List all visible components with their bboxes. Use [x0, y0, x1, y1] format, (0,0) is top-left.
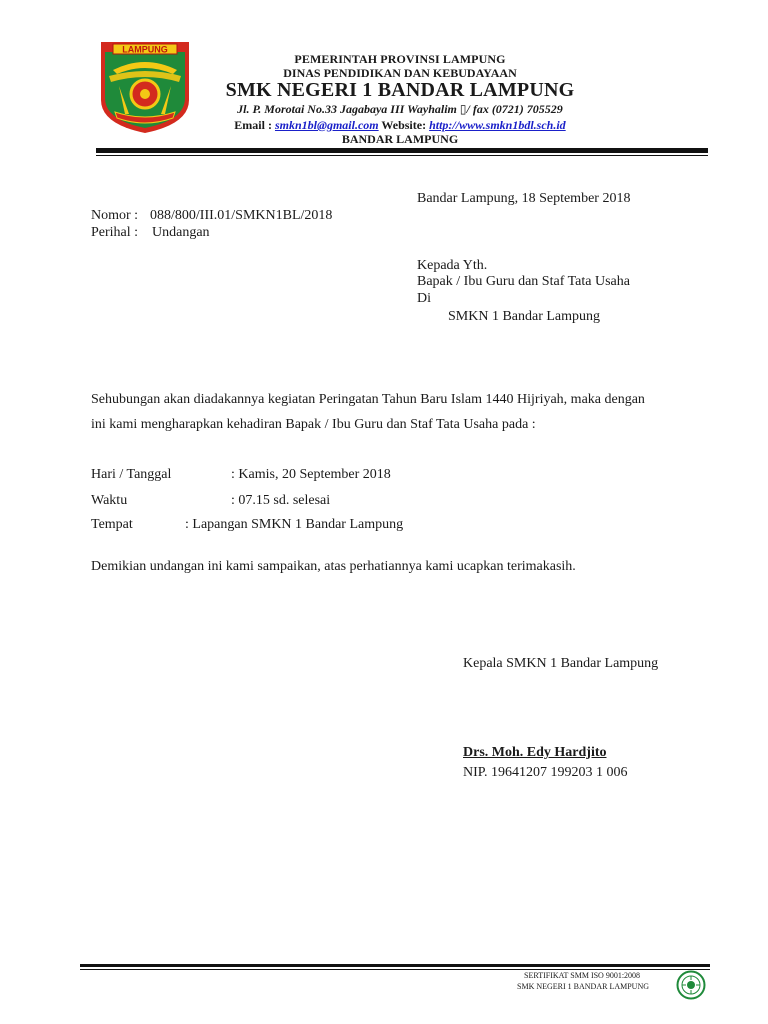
- header-rule-thin: [96, 155, 708, 156]
- hari-label: Hari / Tanggal: [91, 467, 172, 482]
- kepada-yth: Kepada Yth.: [417, 258, 488, 273]
- waktu-label: Waktu: [91, 493, 128, 508]
- email-label: Email :: [234, 118, 275, 132]
- header-contact: [190, 118, 610, 133]
- recipient: Bapak / Ibu Guru dan Staf Tata Usaha: [417, 274, 630, 289]
- footer-rule-thin: [80, 969, 710, 970]
- header-rule-thick: [96, 148, 708, 153]
- footer-certificate: SERTIFIKAT SMM ISO 9001:2008: [524, 971, 641, 980]
- signer-nip: NIP. 19641207 199203 1 006: [463, 765, 628, 780]
- tempat-value: : Lapangan SMKN 1 Bandar Lampung: [185, 517, 404, 532]
- closing-sentence: Demikian undangan ini kami sampaikan, atas perhatiannya kami ucapkan terimakasih.: [91, 559, 576, 574]
- signer-title: Kepala SMKN 1 Bandar Lampung: [463, 656, 659, 671]
- place-date: Bandar Lampung, 18 September 2018: [417, 191, 631, 206]
- header-school-name: SMK NEGERI 1 BANDAR LAMPUNG: [225, 79, 575, 101]
- email-link[interactable]: smkn1bl@gmail.com: [274, 118, 379, 132]
- paragraph-line-2: ini kami mengharapkan kehadiran Bapak / Ibu Guru dan Staf Tata Usaha pada :: [91, 417, 536, 432]
- address-text: Jl. P. Morotai No.33 Jagabaya III Wayhalim: [237, 102, 460, 116]
- header-city: BANDAR LAMPUNG: [341, 132, 459, 146]
- hari-value: : Kamis, 20 September 2018: [231, 467, 391, 482]
- footer-school: SMK NEGERI 1 BANDAR LAMPUNG: [517, 982, 650, 991]
- waktu-value: : 07.15 sd. selesai: [231, 493, 331, 508]
- header-department-line: DINAS PENDIDIKAN DAN KEBUDAYAAN: [283, 66, 517, 80]
- di-label: Di: [417, 291, 431, 306]
- address-fax: / fax (0721) 705529: [466, 102, 563, 116]
- footer-rule-thick: [80, 964, 710, 967]
- nomor-label: Nomor :: [91, 208, 139, 223]
- iso-certification-seal: [676, 970, 706, 1000]
- signer-name: Drs. Moh. Edy Hardjito: [463, 745, 607, 760]
- recipient-location: SMKN 1 Bandar Lampung: [448, 309, 601, 324]
- perihal-value: Undangan: [152, 225, 210, 240]
- header-government-line: PEMERINTAH PROVINSI LAMPUNG: [294, 52, 506, 66]
- nomor-value: 088/800/III.01/SMKN1BL/2018: [150, 208, 333, 223]
- website-label: Website:: [378, 118, 430, 132]
- logo-text: LAMPUNG: [122, 44, 168, 55]
- website-link[interactable]: http://www.smkn1bdl.sch.id: [429, 118, 566, 132]
- tempat-label: Tempat: [91, 517, 133, 532]
- lampung-province-emblem: [99, 40, 191, 135]
- paragraph-line-1: Sehubungan akan diadakannya kegiatan Peringatan Tahun Baru Islam 1440 Hijriyah, maka dengan: [91, 392, 645, 407]
- header-address: [190, 102, 610, 117]
- phone-icon: ▯: [459, 102, 467, 116]
- perihal-label: Perihal :: [91, 225, 139, 240]
